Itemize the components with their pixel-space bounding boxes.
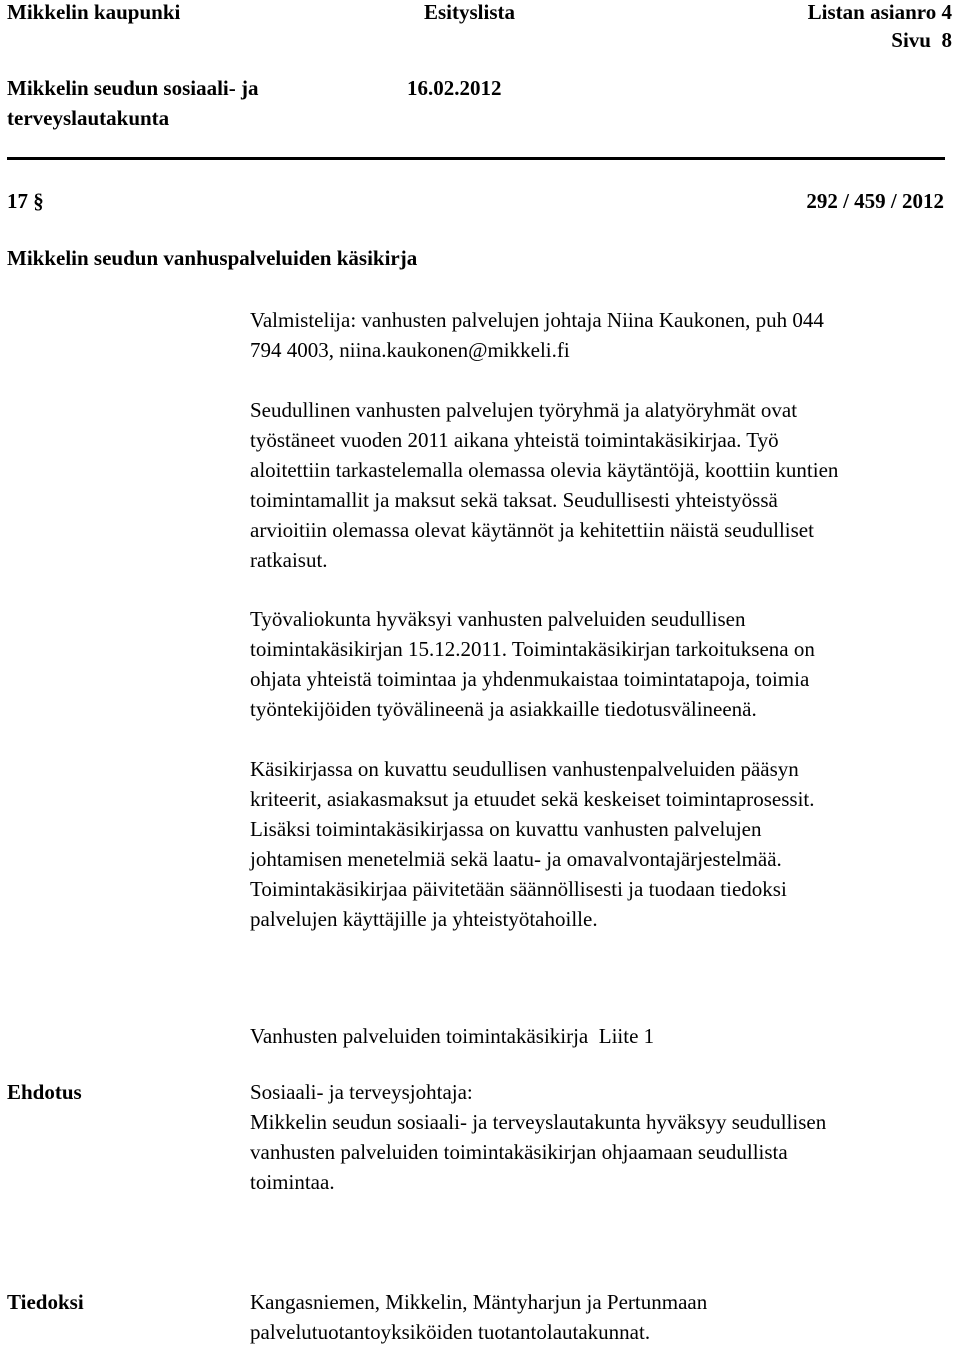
info-line: palvelutuotantoyksiköiden tuotantolautakunnat. [250, 1320, 651, 1344]
header-item-number: Listan asianro 4 [807, 0, 952, 24]
proposal-line: toimintaa. [250, 1170, 335, 1194]
paragraph-line: ohjata yhteistä toimintaa ja yhdenmukaistaa toimintatapoja, toimia [250, 667, 810, 691]
header-date: 16.02.2012 [407, 76, 502, 100]
attachment-reference: Vanhusten palveluiden toimintakäsikirja Liite 1 [250, 1024, 655, 1048]
section-number: 17 § [7, 189, 44, 213]
header-board-line1: Mikkelin seudun sosiaali- ja [7, 76, 259, 100]
paragraph-line: Lisäksi toimintakäsikirjassa on kuvattu vanhusten palvelujen [250, 817, 762, 841]
preparer-line: 794 4003, niina.kaukonen@mikkeli.fi [250, 338, 570, 362]
header-page-number: Sivu 8 [891, 28, 952, 52]
paragraph-line: Toimintakäsikirjaa päivitetään säännöllisesti ja tuodaan tiedoksi [250, 877, 787, 901]
preparer-block [250, 305, 950, 365]
header-org: Mikkelin kaupunki [7, 0, 181, 24]
paragraph-2 [250, 604, 950, 724]
paragraph-line: Käsikirjassa on kuvattu seudullisen vanhustenpalveluiden pääsyn [250, 757, 799, 781]
info-line: Kangasniemen, Mikkelin, Mäntyharjun ja Pertunmaan [250, 1290, 708, 1314]
paragraph-line: Työvaliokunta hyväksyi vanhusten palveluiden seudullisen [250, 607, 746, 631]
paragraph-3 [250, 754, 950, 934]
paragraph-line: työntekijöiden työvälineenä ja asiakkaille tiedotusvälineenä. [250, 697, 757, 721]
info-label: Tiedoksi [7, 1290, 84, 1314]
paragraph-line: johtamisen menetelmiä sekä laatu- ja omavalvontajärjestelmää. [250, 847, 782, 871]
section-reference: 292 / 459 / 2012 [806, 189, 944, 213]
proposal-block [250, 1077, 950, 1197]
header-board-line2: terveyslautakunta [7, 106, 170, 130]
proposal-line: vanhusten palveluiden toimintakäsikirjan ohjaamaan seudullista [250, 1140, 788, 1164]
paragraph-line: arvioitiin olemassa olevat käytännöt ja kehitettiin näistä seudulliset [250, 518, 814, 542]
header-doc-type: Esityslista [424, 0, 516, 24]
paragraph-line: palvelujen käyttäjille ja yhteistyötahoille. [250, 907, 598, 931]
section-title: Mikkelin seudun vanhuspalveluiden käsikirja [7, 246, 418, 270]
proposal-line: Sosiaali- ja terveysjohtaja: [250, 1080, 473, 1104]
paragraph-line: kriteerit, asiakasmaksut ja etuudet sekä keskeiset toimintaprosessit. [250, 787, 815, 811]
paragraph-line: aloitettiin tarkastelemalla olemassa olevia käytäntöjä, koottiin kuntien [250, 458, 839, 482]
info-block [250, 1287, 950, 1347]
paragraph-line: toimintakäsikirjan 15.12.2011. Toimintakäsikirjan tarkoituksena on [250, 637, 815, 661]
paragraph-line: toimintamallit ja maksut sekä taksat. Seudullisesti yhteistyössä [250, 488, 778, 512]
paragraph-line: Seudullinen vanhusten palvelujen työryhmä ja alatyöryhmät ovat [250, 398, 798, 422]
proposal-label: Ehdotus [7, 1080, 82, 1104]
proposal-line: Mikkelin seudun sosiaali- ja terveyslautakunta hyväksyy seudullisen [250, 1110, 827, 1134]
preparer-line: Valmistelija: vanhusten palvelujen johtaja Niina Kaukonen, puh 044 [250, 308, 824, 332]
paragraph-line: ratkaisut. [250, 548, 328, 572]
paragraph-line: työstäneet vuoden 2011 aikana yhteistä toimintakäsikirjaa. Työ [250, 428, 779, 452]
paragraph-1 [250, 395, 950, 575]
header-divider [7, 157, 945, 160]
